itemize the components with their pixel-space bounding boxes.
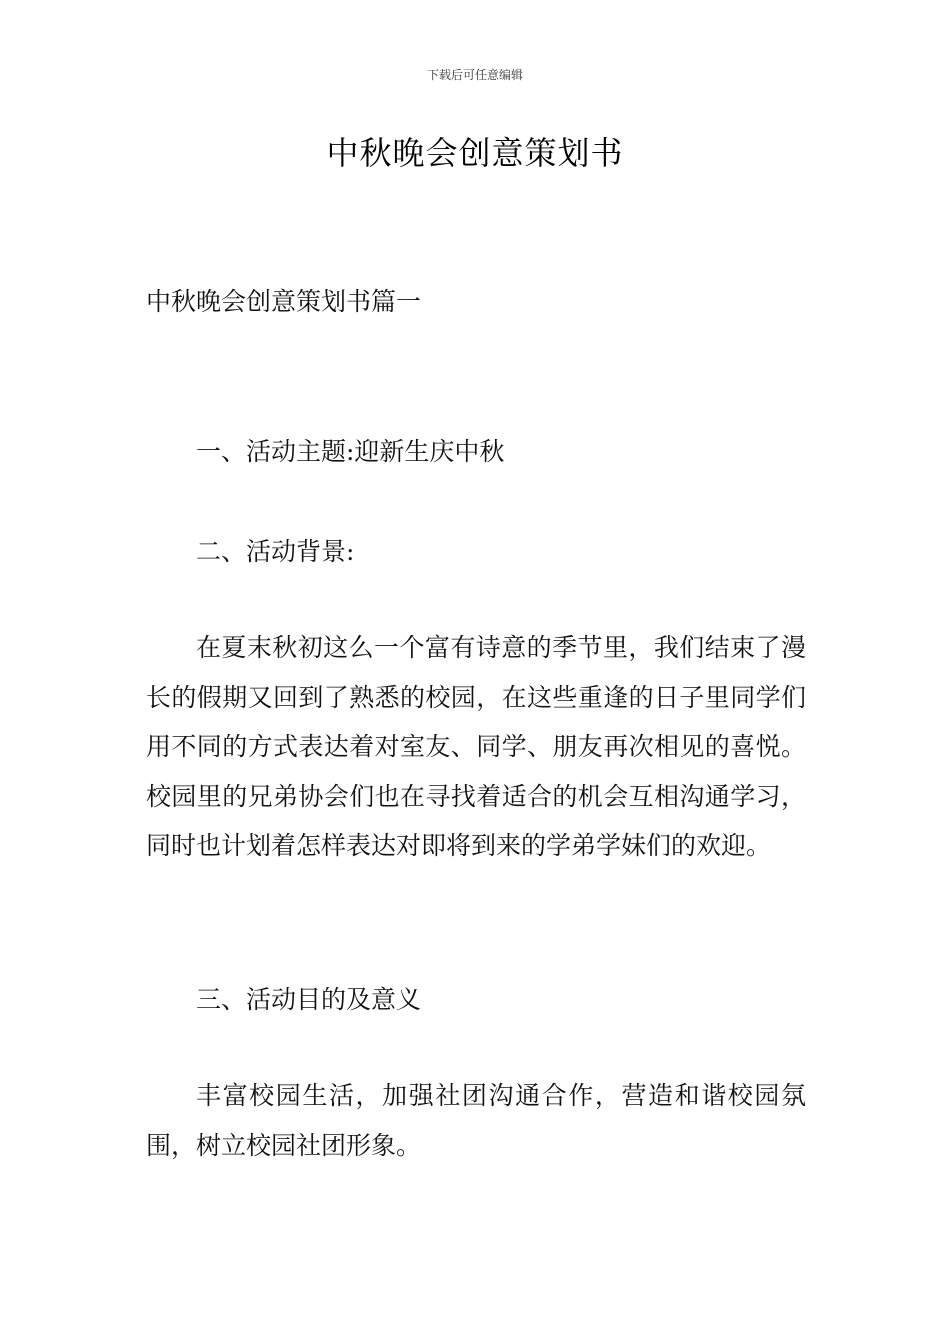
- document-title: 中秋晚会创意策划书: [326, 134, 624, 172]
- paragraph-purpose: 丰富校园生活，加强社团沟通合作，营造和谐校园氛围，树立校园社团形象。: [146, 1081, 806, 1160]
- heading-activity-background: 二、活动背景:: [196, 537, 355, 566]
- paragraph-background: 在夏末秋初这么一个富有诗意的季节里，我们结束了漫长的假期又回到了熟悉的校园，在这些重逢的日子里同学们用不同的方式表达着对室友、同学、朋友再次相见的喜悦。校园里的兄弟协会们也在寻找着适合的机会互相沟通学习，同时也计划着怎样表达对即将到来的学弟学妹们的欢迎。: [146, 633, 806, 860]
- heading-activity-purpose: 三、活动目的及意义: [196, 985, 422, 1014]
- heading-activity-theme: 一、活动主题:迎新生庆中秋: [196, 437, 505, 466]
- header-note: 下载后可任意编辑: [426, 68, 523, 82]
- section-subtitle: 中秋晚会创意策划书篇一: [146, 287, 422, 316]
